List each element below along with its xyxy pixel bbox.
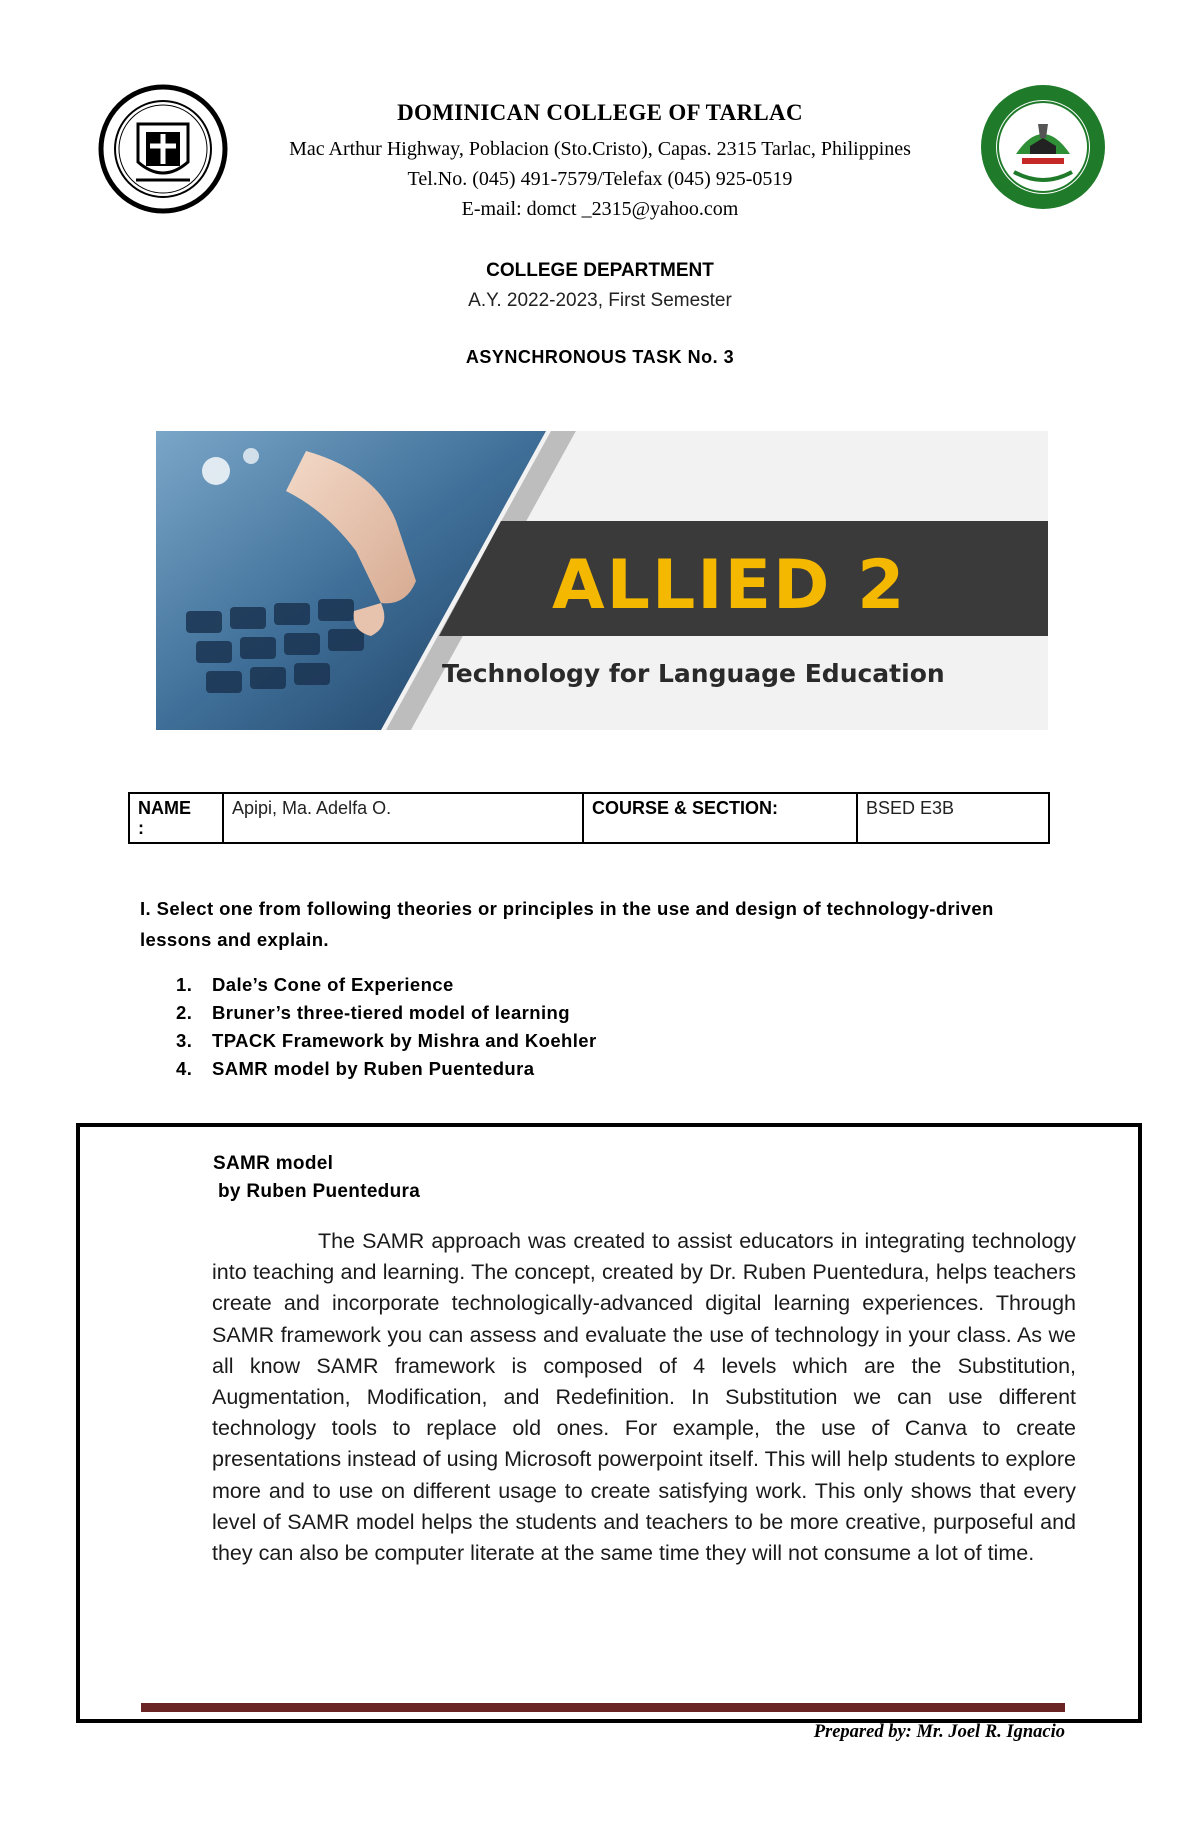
student-info-table xyxy=(128,792,1050,844)
name-label: NAME : xyxy=(130,794,224,842)
banner-subtitle: Technology for Language Education xyxy=(442,659,945,688)
school-phone: Tel.No. (045) 491-7579/Telefax (045) 925-0519 xyxy=(407,168,793,190)
course-value: BSED E3B xyxy=(866,798,955,818)
footer-divider xyxy=(141,1703,1065,1712)
task-title: ASYNCHRONOUS TASK No. 3 xyxy=(465,347,735,367)
school-address: Mac Arthur Highway, Poblacion (Sto.Cristo), Capas. 2315 Tarlac, Philippines xyxy=(289,138,911,160)
banner-title: ALLIED 2 xyxy=(552,546,907,625)
list-item: 2. Bruner’s three-tiered model of learning xyxy=(176,1002,570,1023)
list-item: 3. TPACK Framework by Mishra and Koehler xyxy=(176,1030,597,1051)
course-banner xyxy=(156,431,1048,730)
academic-year: A.Y. 2022-2023, First Semester xyxy=(468,290,732,311)
answer-title: SAMR model xyxy=(213,1153,334,1174)
school-name: DOMINICAN COLLEGE OF TARLAC xyxy=(397,100,803,125)
question-prompt: I. Select one from following theories or principles in the use and design of technology-driven lessons and explain. xyxy=(140,898,994,950)
answer-body: The SAMR approach was created to assist educators in integrating technology into teaching and learning. The concept, created by Dr. Ruben Puentedura, helps teachers create and incorporate technologically-advanced digital learning experiences. Through SAMR framework you can assess and evaluate the use of technology in your class. As we all know SAMR framework is composed of 4 levels which are the Substitution, Augmentation, Modification, and Redefinition. In Substitution we can use different technology tools to replace old ones. For example, the use of Canva to create presentations instead of using Microsoft powerpoint itself. This will help students to explore more and to use on different usage to create satisfying work. This only shows that every level of SAMR model helps the students and teachers to be more creative, purposeful and they can also be computer literate at the same time they will not consume a lot of time. xyxy=(212,1229,1076,1566)
option-list xyxy=(176,971,976,1083)
course-label: COURSE & SECTION: xyxy=(584,794,858,842)
list-item: 4. SAMR model by Ruben Puentedura xyxy=(176,1058,535,1079)
department-name: COLLEGE DEPARTMENT xyxy=(486,260,714,281)
prepared-by: Prepared by: Mr. Joel R. Ignacio xyxy=(813,1722,1065,1742)
name-value: Apipi, Ma. Adelfa O. xyxy=(224,794,584,842)
school-email: E-mail: domct _2315@yahoo.com xyxy=(461,198,739,220)
list-item: 1. Dale’s Cone of Experience xyxy=(176,974,454,995)
answer-subtitle: by Ruben Puentedura xyxy=(218,1181,421,1202)
